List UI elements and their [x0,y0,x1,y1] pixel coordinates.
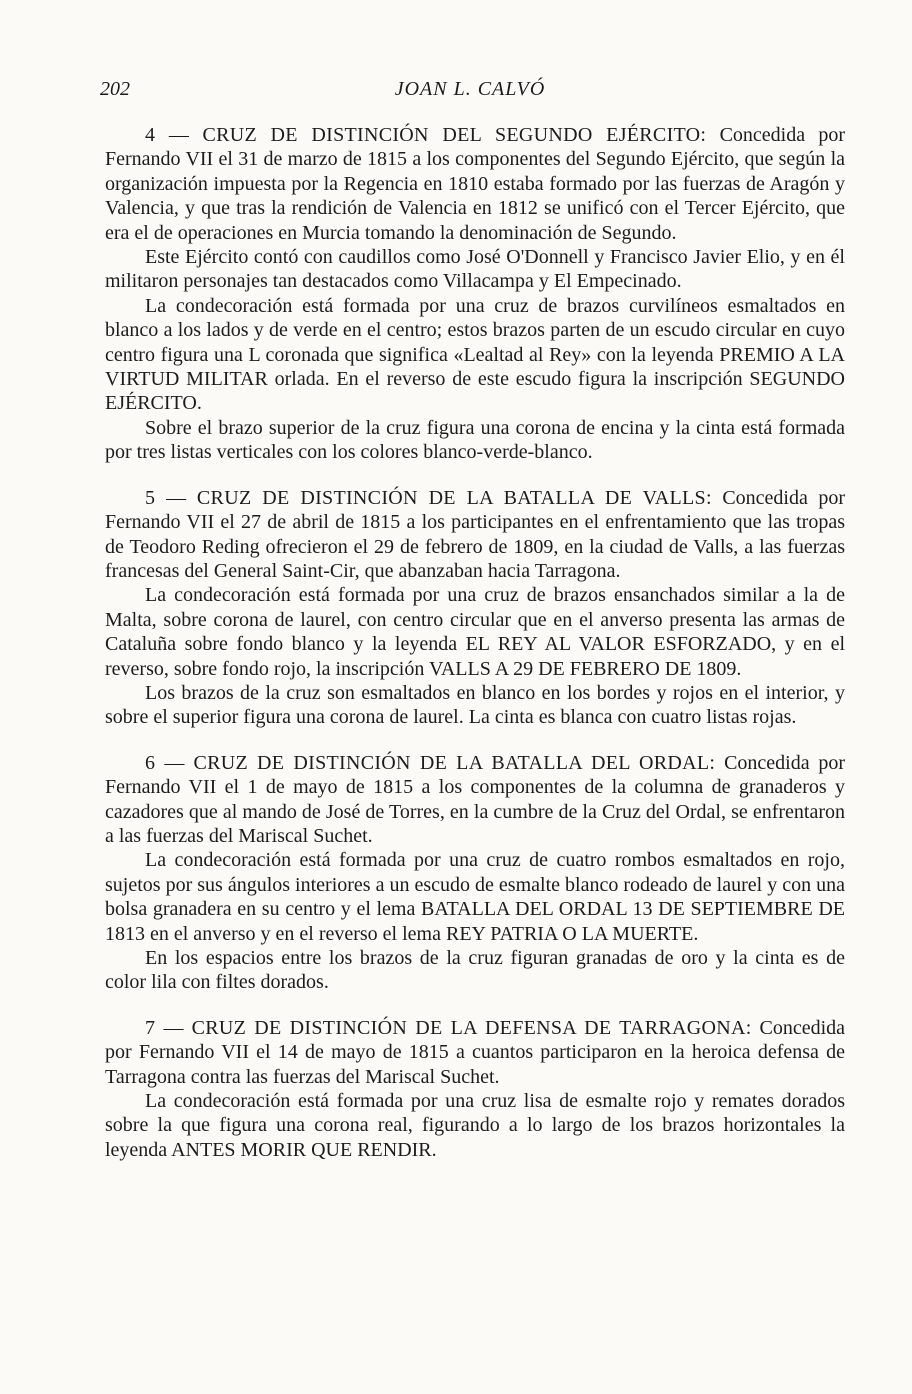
section-intro-text: Concedida por Fernando VII el 27 de abril de 1815 a los participantes en el enfrentamiento que las tropas de Teodoro Reding ofrecieron el 29 de febrero de 1809, en la ciudad de Valls, a las fuerzas francesas del General Saint-Cir, que abanzaban hacia Tarragona. [105,486,846,582]
paragraph: La condecoración está formada por una cruz lisa de esmalte rojo y remates dorados sobre la que figura una corona real, figurando a lo largo de los brazos horizontales la leyenda ANTES MORIR QUE RENDIR. [105,1090,845,1161]
page-number: 202 [100,78,130,100]
section-intro-text: Concedida por Fernando VII el 31 de marzo de 1815 a los componentes del Segundo Ejército, que según la organización impuesta por la Regencia en 1810 estaba formado por las fuerzas de Aragón y Valencia, y que tras la rendición de Valencia en 1812 se unificó con el Tercer Ejército, que era el de operaciones en Murcia tomando la denominación de Segundo. [105,124,846,244]
section-number: 6 — [145,751,185,774]
body-text [105,123,845,1183]
paragraph: En los espacios entre los brazos de la cruz figuran granadas de oro y la cinta es de color lila con filtes dorados. [105,947,845,994]
section-6 [105,751,845,995]
paragraph: Los brazos de la cruz son esmaltados en blanco en los bordes y rojos en el interior, y sobre el superior figura una corona de laurel. La cinta es blanca con cuatro listas rojas. [105,681,845,729]
section-number: 7 — [145,1016,184,1039]
section-number: 4 — [145,124,190,146]
running-head: JOAN L. CALVÓ [394,78,546,100]
section-intro [105,123,845,245]
section-number: 5 — [145,486,187,509]
section-intro [105,1016,845,1089]
paragraph: Este Ejército contó con caudillos como José O'Donnell y Francisco Javier Elio, y en él militaron personajes tan destacados como Villacampa y El Empecinado. [105,246,845,293]
paragraph: La condecoración está formada por una cruz de cuatro rombos esmaltados en rojo, sujetos por sus ángulos interiores a un escudo de esmalte blanco rodeado de laurel y con una bolsa granadera en su centro y el lema BATALLA DEL ORDAL 13 DE SEPTIEMBRE DE 1813 en el anverso y en el reverso el lema REY PATRIA O LA MUERTE. [105,849,845,945]
section-heading: CRUZ DE DISTINCIÓN DE LA DEFENSA DE TARRAGONA: [191,1016,752,1039]
section-4 [105,123,845,465]
section-intro-text: Concedida por Fernando VII el 1 de mayo de 1815 a los componentes de la columna de granaderos y cazadores que al mando de José de Torres, en la cumbre de la Cruz del Ordal, se enfrentaron a las fuerzas del Mariscal Suchet. [105,751,846,847]
paragraph: La condecoración está formada por una cruz de brazos ensanchados similar a la de Malta, sobre corona de laurel, con centro circular que en el anverso presenta las armas de Cataluña sobre fondo blanco y la leyenda EL REY AL VALOR ESFORZADO, y en el reverso, sobre fondo rojo, la inscripción VALLS A 29 DE FEBRERO DE 1809. [105,584,845,680]
section-heading: CRUZ DE DISTINCIÓN DE LA BATALLA DEL ORDAL: [193,751,716,774]
section-heading: CRUZ DE DISTINCIÓN DE LA BATALLA DE VALLS: [196,486,712,509]
section-intro [105,486,845,584]
section-intro-text: Concedida por Fernando VII el 14 de mayo de 1815 a cuantos participaron en la heroica defensa de Tarragona contra las fuerzas del Mariscal Suchet. [105,1016,846,1088]
paragraph: La condecoración está formada por una cruz de brazos curvilíneos esmaltados en blanco a los lados y de verde en el centro; estos brazos parten de un escudo circular en cuyo centro figura una L coronada que significa «Lealtad al Rey» con la leyenda PREMIO A LA VIRTUD MILITAR orlada. En el reverso de este escudo figura la inscripción SEGUNDO EJÉRCITO. [105,294,845,415]
section-intro [105,751,845,849]
section-heading: CRUZ DE DISTINCIÓN DEL SEGUNDO EJÉRCITO: [202,124,707,146]
section-7 [105,1016,845,1162]
page-header [100,78,840,108]
section-5 [105,486,845,730]
paragraph: Sobre el brazo superior de la cruz figura una corona de encina y la cinta está formada por tres listas verticales con los colores blanco-verde-blanco. [105,416,845,464]
